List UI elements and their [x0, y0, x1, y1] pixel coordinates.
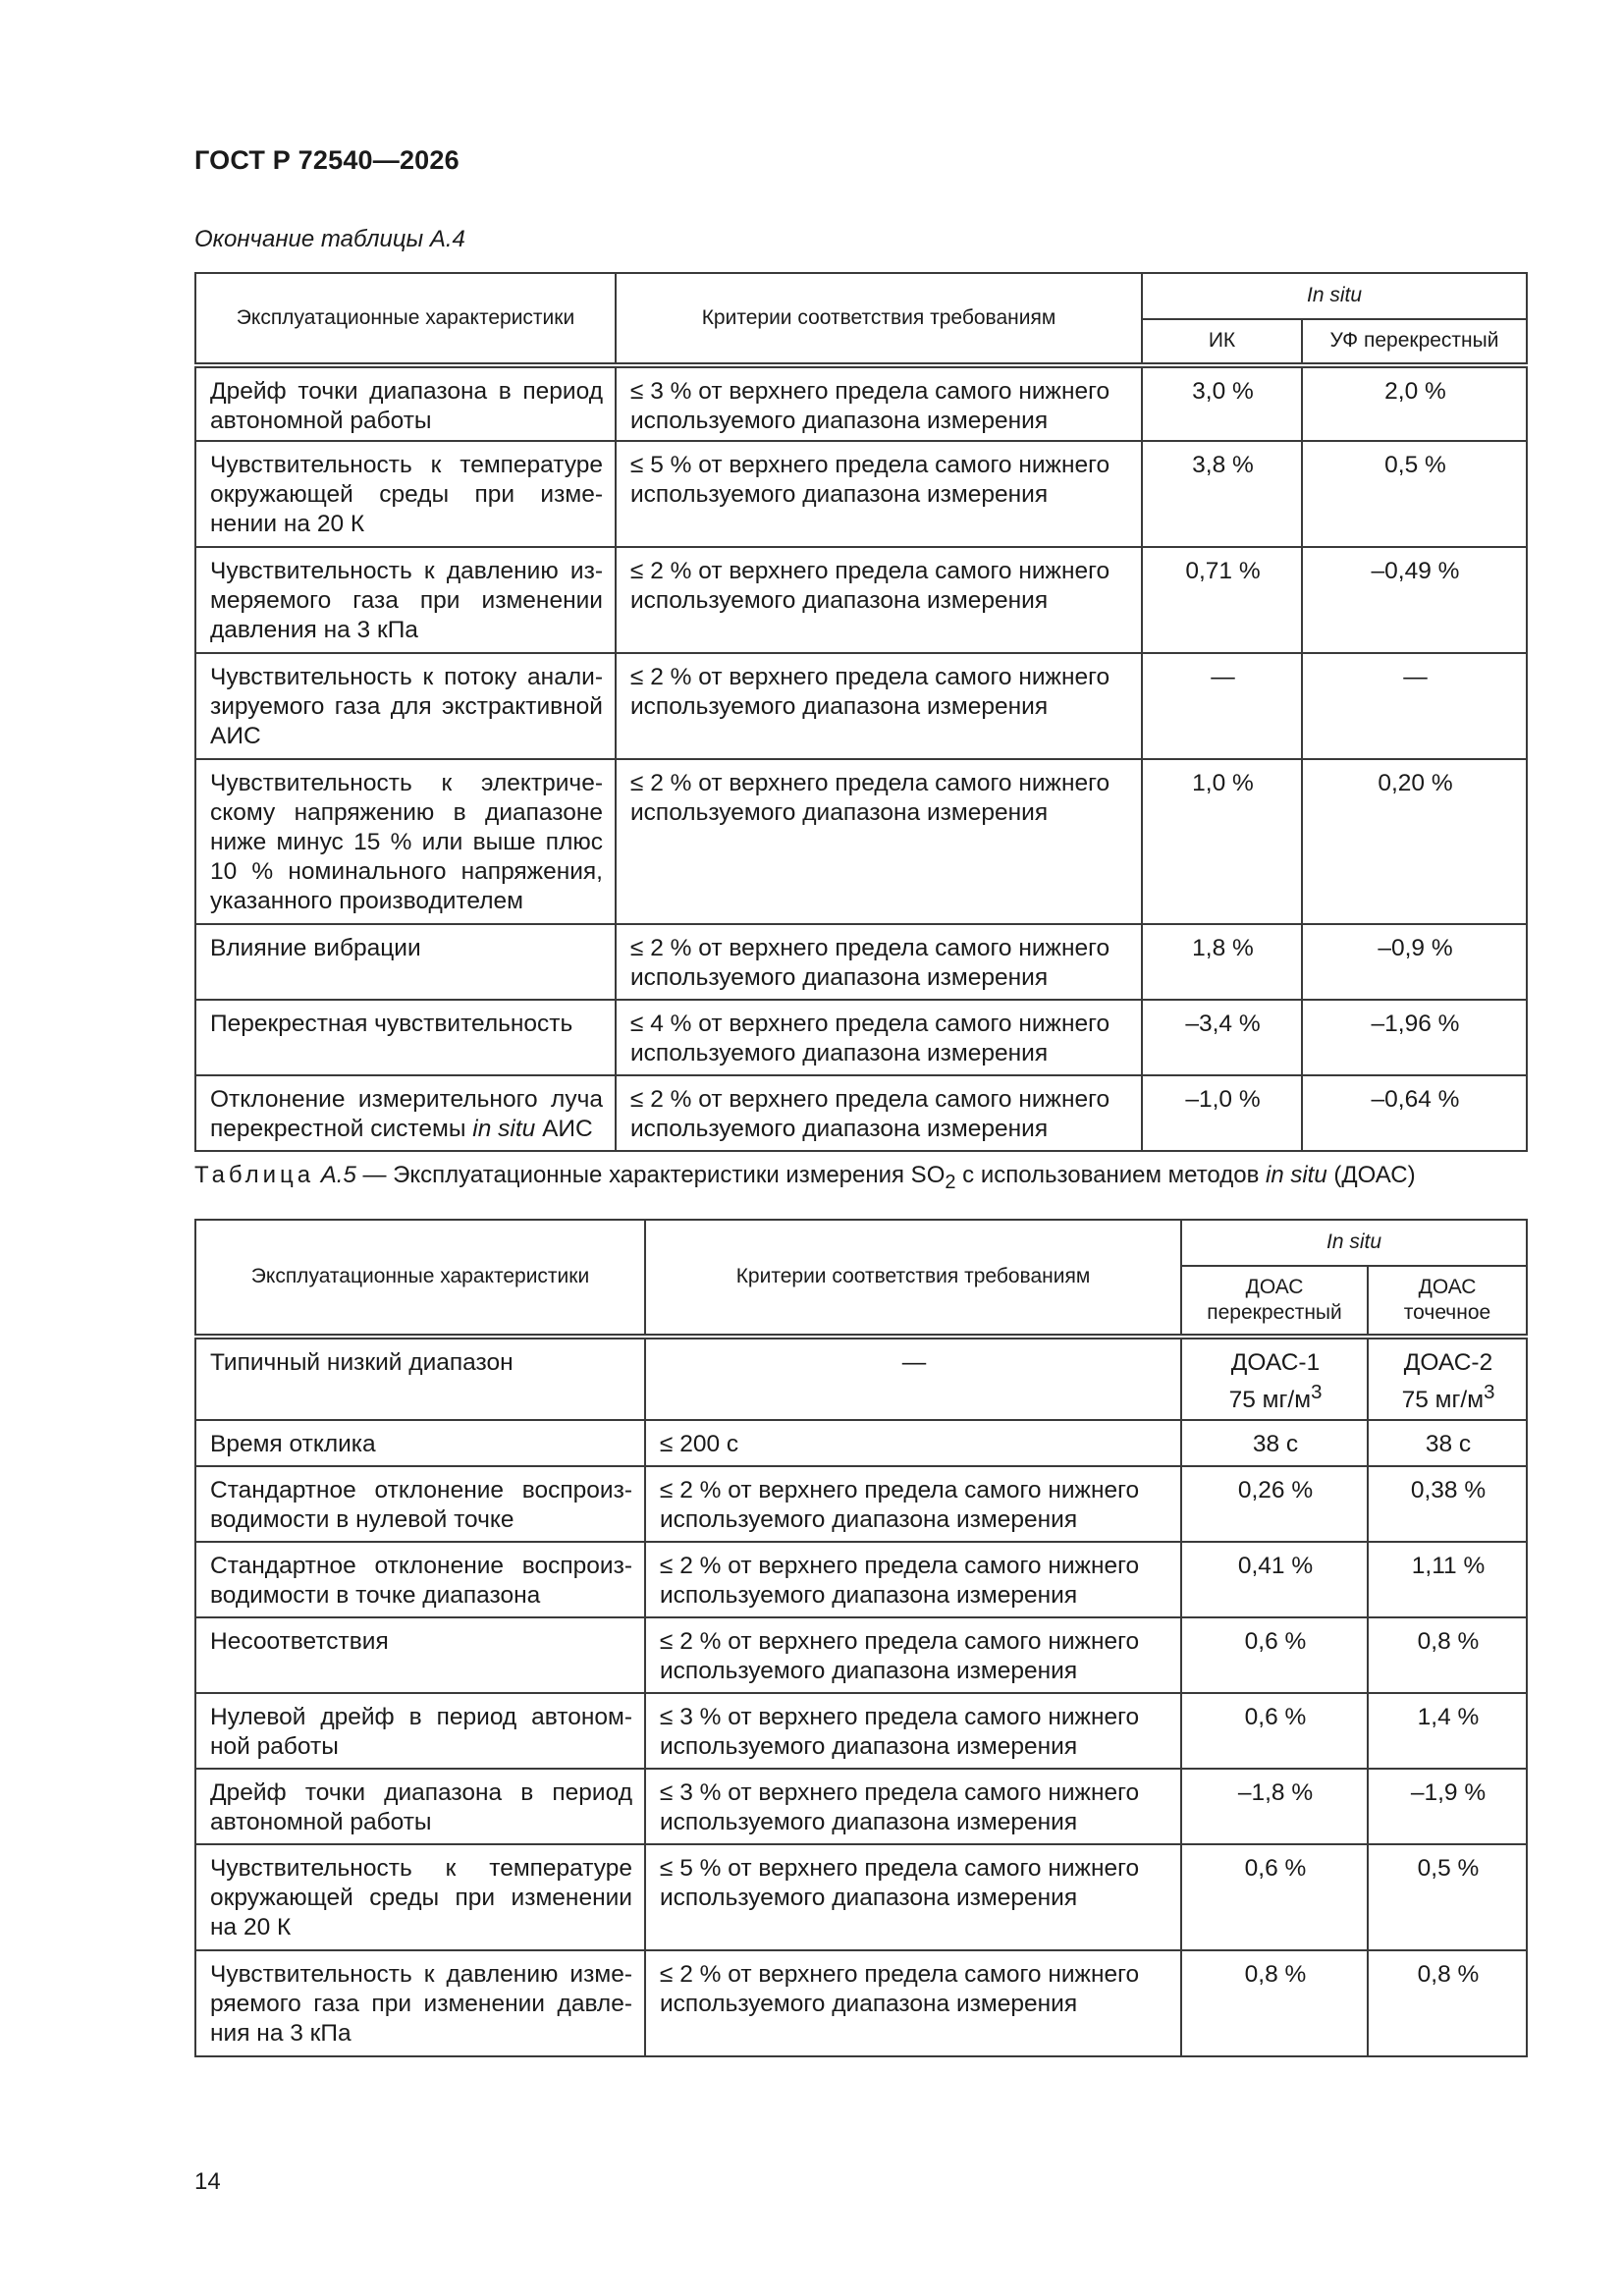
- table-row: [195, 1075, 1527, 1151]
- table-row: [195, 653, 1527, 759]
- ir-value-cell: 1,0 %: [1142, 759, 1302, 924]
- doas-2-range: 75 $мг/м^3$: [1401, 1382, 1495, 1414]
- criterion-cell: ≤ 2 % от верхнего предела самого нижнего используемого диапазона измерения: [616, 924, 1142, 1000]
- uv-value-cell: 2,0 %: [1302, 365, 1527, 441]
- doas-2-name: ДОАС-2: [1403, 1349, 1493, 1376]
- table-row: [195, 1769, 1527, 1844]
- doas-cross-cell: 0,26 %: [1181, 1466, 1368, 1542]
- ir-value-cell: 1,8 %: [1142, 924, 1302, 1000]
- table-row: [195, 1420, 1527, 1466]
- table-a4: [194, 272, 1528, 1152]
- table-a5: [194, 1219, 1528, 2057]
- characteristic-cell: Влияние вибрации: [195, 924, 616, 1000]
- table-row: [195, 1000, 1527, 1075]
- characteristic-cell: Стандартное отклонение воспроизводимости в точке диапазона: [195, 1542, 645, 1617]
- ir-value-cell: 3,8 %: [1142, 441, 1302, 547]
- table-row: [195, 759, 1527, 924]
- characteristic-cell: Стандартное отклонение воспроизводимости в нулевой точке: [195, 1466, 645, 1542]
- table-row: [195, 547, 1527, 653]
- characteristic-cell: Чувствительность к потоку анализируемого газа для экстрактивной АИС: [195, 653, 616, 759]
- header-in-situ: In situ: [1181, 1220, 1527, 1266]
- characteristic-cell: Перекрестная чувствительность: [195, 1000, 616, 1075]
- characteristic-cell: Чувствительность к температуре окружающей среды при изменении на 20 К: [195, 441, 616, 547]
- header-criteria: Критерии соответствия требованиям: [645, 1220, 1181, 1337]
- uv-value-cell: 0,20 %: [1302, 759, 1527, 924]
- doas-cross-cell: 0,6 %: [1181, 1844, 1368, 1950]
- uv-value-cell: –0,9 %: [1302, 924, 1527, 1000]
- criterion-cell: ≤ 2 % от верхнего предела самого нижнего используемого диапазона измерения: [645, 1950, 1181, 2056]
- uv-value-cell: —: [1302, 653, 1527, 759]
- doas-cross-cell: 0,6 %: [1181, 1693, 1368, 1769]
- table-row: [195, 1542, 1527, 1617]
- header-doas-point: ДОАС точечное: [1368, 1266, 1527, 1337]
- uv-value-cell: –1,96 %: [1302, 1000, 1527, 1075]
- ir-value-cell: —: [1142, 653, 1302, 759]
- criterion-cell: —: [645, 1337, 1181, 1420]
- characteristic-cell: Типичный низкий диапазон: [195, 1337, 645, 1420]
- header-in-situ: In situ: [1142, 273, 1527, 319]
- table-row: [195, 441, 1527, 547]
- ir-value-cell: 0,71 %: [1142, 547, 1302, 653]
- uv-value-cell: –0,64 %: [1302, 1075, 1527, 1151]
- doas-cross-cell: 38 с: [1181, 1420, 1368, 1466]
- header-doas-cross: ДОАС перекрестный: [1181, 1266, 1368, 1337]
- header-uv-cross: УФ перекрестный: [1302, 319, 1527, 365]
- doas-point-cell: 0,8 %: [1368, 1617, 1527, 1693]
- criterion-cell: ≤ 3 % от верхнего предела самого нижнего используемого диапазона измерения: [645, 1693, 1181, 1769]
- caption-in-situ: in situ: [1266, 1162, 1327, 1188]
- criterion-cell: ≤ 2 % от верхнего предела самого нижнего используемого диапазона измерения: [616, 759, 1142, 924]
- table-row: [195, 1617, 1527, 1693]
- table-row: [195, 1466, 1527, 1542]
- ir-value-cell: –1,0 %: [1142, 1075, 1302, 1151]
- table-row: [195, 1337, 1527, 1420]
- caption-text-mid: с использованием методов: [955, 1162, 1266, 1188]
- page-number: 14: [194, 2168, 221, 2195]
- criterion-cell: ≤ 2 % от верхнего предела самого нижнего используемого диапазона измерения: [616, 1075, 1142, 1151]
- header-characteristics: Эксплуатационные характеристики: [195, 273, 616, 365]
- table-row: [195, 1950, 1527, 2056]
- uv-value-cell: 0,5 %: [1302, 441, 1527, 547]
- doas-point-cell: 0,5 %: [1368, 1844, 1527, 1950]
- characteristic-cell: Чувствительность к температуре окружающей среды при изменении на 20 К: [195, 1844, 645, 1950]
- doas-cross-cell: 0,8 %: [1181, 1950, 1368, 2056]
- doas-point-cell: 38 с: [1368, 1420, 1527, 1466]
- doas-point-cell: 0,8 %: [1368, 1950, 1527, 2056]
- caption-text: — Эксплуатационные характеристики измерения SO: [355, 1162, 946, 1188]
- characteristic-cell: Несоответствия: [195, 1617, 645, 1693]
- header-criteria: Критерии соответствия требованиям: [616, 273, 1142, 365]
- characteristic-cell: Нулевой дрейф в период автономной работы: [195, 1693, 645, 1769]
- criterion-cell: ≤ 2 % от верхнего предела самого нижнего используемого диапазона измерения: [645, 1466, 1181, 1542]
- characteristic-text: Отклонение измерительного луча перекрестной системы: [210, 1086, 603, 1142]
- characteristic-cell: [195, 1075, 616, 1151]
- criterion-cell: ≤ 2 % от верхнего предела самого нижнего используемого диапазона измерения: [616, 653, 1142, 759]
- doas-cross-cell: [1181, 1337, 1368, 1420]
- doas-cross-cell: 0,41 %: [1181, 1542, 1368, 1617]
- table-row: [195, 1693, 1527, 1769]
- characteristic-cell: Чувствительность к электрическому напряжению в диапазоне ниже минус 15 % или выше плюс 10 % номинального напряжения, указанного производителем: [195, 759, 616, 924]
- caption-subscript: 2: [945, 1171, 956, 1193]
- criterion-cell: ≤ 2 % от верхнего предела самого нижнего используемого диапазона измерения: [616, 547, 1142, 653]
- header-characteristics: Эксплуатационные характеристики: [195, 1220, 645, 1337]
- doas-point-cell: –1,9 %: [1368, 1769, 1527, 1844]
- doas-1-name: ДОАС-1: [1230, 1349, 1321, 1376]
- criterion-cell: ≤ 200 с: [645, 1420, 1181, 1466]
- doas-point-cell: 0,38 %: [1368, 1466, 1527, 1542]
- in-situ-term: in situ: [472, 1116, 536, 1142]
- doas-1-range: 75 $мг/м^3$: [1228, 1382, 1323, 1414]
- table-a4-continuation-caption: Окончание таблицы А.4: [194, 226, 465, 252]
- caption-word: Таблица: [194, 1162, 315, 1188]
- uv-value-cell: –0,49 %: [1302, 547, 1527, 653]
- characteristic-cell: Время отклика: [195, 1420, 645, 1466]
- doas-cross-cell: 0,6 %: [1181, 1617, 1368, 1693]
- doas-point-cell: 1,11 %: [1368, 1542, 1527, 1617]
- doas-point-cell: [1368, 1337, 1527, 1420]
- table-a5-caption: [194, 1162, 1416, 1194]
- criterion-cell: ≤ 3 % от верхнего предела самого нижнего используемого диапазона измерения: [645, 1769, 1181, 1844]
- doas-cross-cell: –1,8 %: [1181, 1769, 1368, 1844]
- doas-point-cell: 1,4 %: [1368, 1693, 1527, 1769]
- criterion-cell: ≤ 2 % от верхнего предела самого нижнего используемого диапазона измерения: [645, 1542, 1181, 1617]
- criterion-cell: ≤ 5 % от верхнего предела самого нижнего используемого диапазона измерения: [645, 1844, 1181, 1950]
- criterion-cell: ≤ 5 % от верхнего предела самого нижнего используемого диапазона измерения: [616, 441, 1142, 547]
- criterion-cell: ≤ 4 % от верхнего предела самого нижнего используемого диапазона измерения: [616, 1000, 1142, 1075]
- characteristic-text-end: АИС: [535, 1116, 593, 1142]
- header-ir: ИК: [1142, 319, 1302, 365]
- document-code: ГОСТ Р 72540—2026: [194, 145, 460, 175]
- table-row: [195, 924, 1527, 1000]
- characteristic-cell: Дрейф точки диапазона в период автономной работы: [195, 1769, 645, 1844]
- criterion-cell: ≤ 3 % от верхнего предела самого нижнего используемого диапазона измерения: [616, 365, 1142, 441]
- table-row: [195, 1844, 1527, 1950]
- caption-text-end: (ДОАС): [1326, 1162, 1416, 1188]
- criterion-cell: ≤ 2 % от верхнего предела самого нижнего используемого диапазона измерения: [645, 1617, 1181, 1693]
- characteristic-cell: Чувствительность к давлению измеряемого газа при изменении давления на 3 кПа: [195, 1950, 645, 2056]
- table-row: [195, 365, 1527, 441]
- characteristic-cell: Чувствительность к давлению измеряемого газа при изменении давления на 3 кПа: [195, 547, 616, 653]
- caption-number: А.5: [320, 1162, 356, 1188]
- ir-value-cell: 3,0 %: [1142, 365, 1302, 441]
- characteristic-cell: Дрейф точки диапазона в период автономной работы: [195, 365, 616, 441]
- ir-value-cell: –3,4 %: [1142, 1000, 1302, 1075]
